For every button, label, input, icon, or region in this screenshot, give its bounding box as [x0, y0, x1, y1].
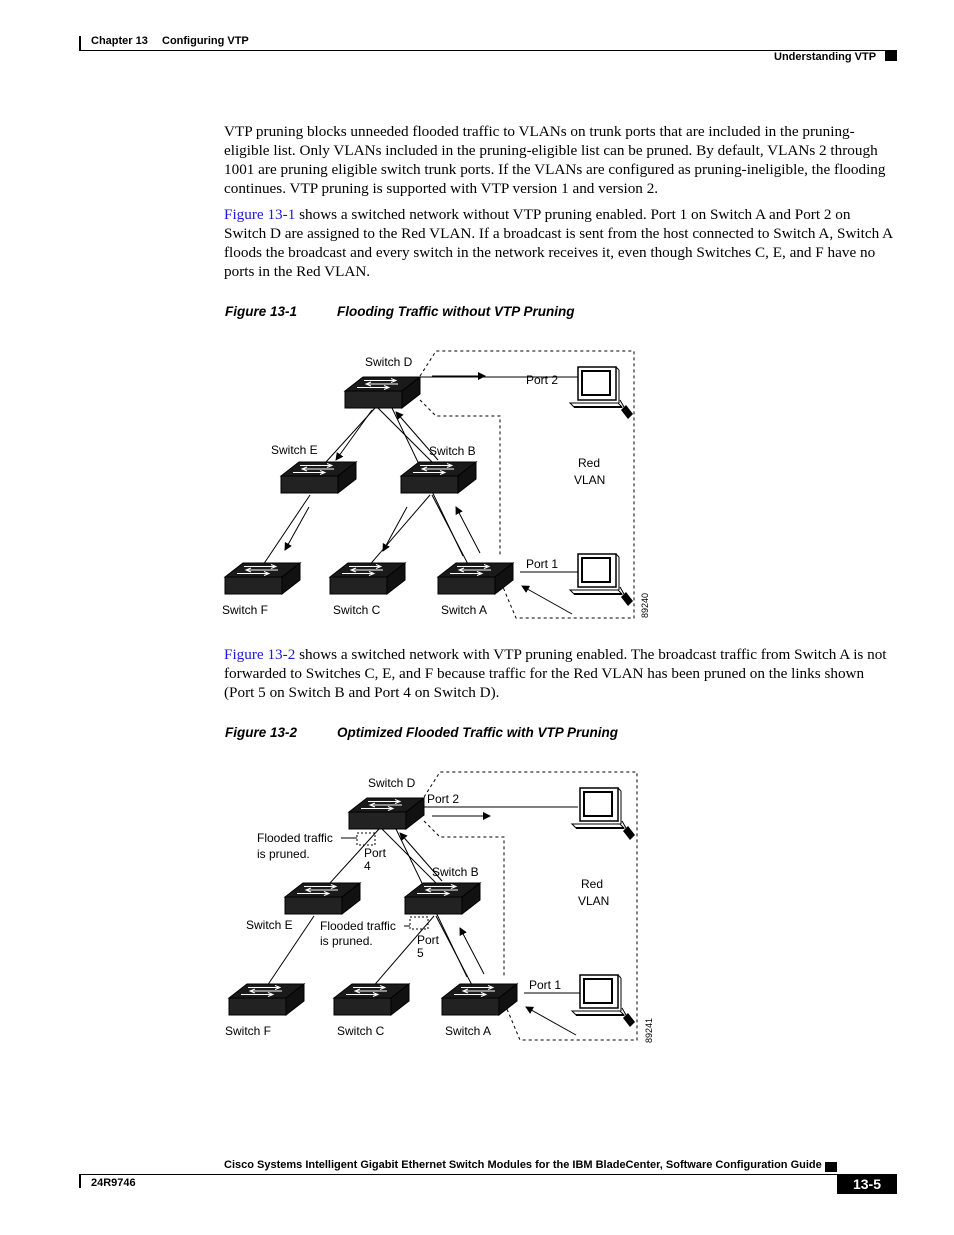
page-number: 13-5 [852, 1176, 882, 1192]
footer-left-bar [79, 1174, 81, 1188]
paragraph-3: Figure 13-2 shows a switched network with VTP pruning enabled. The broadcast traffic from Switch A is not forwarded to Switches C, E, and F because traffic for the Red VLAN has been pruned on the links shown (Port 5 on Switch B and Port 4 on Switch D). [224, 646, 887, 701]
footer-right-block [825, 1162, 837, 1172]
label-red: Red [578, 456, 601, 470]
label-switch-f: Switch F [222, 603, 269, 617]
switch-c-icon [334, 984, 409, 1015]
label-port-4: Port [364, 846, 387, 860]
label-flooded-traffic-1: Flooded traffic [257, 831, 333, 845]
label-switch-f: Switch F [225, 1024, 272, 1038]
label-port-1: Port 1 [529, 978, 562, 992]
label-switch-d: Switch D [365, 355, 413, 369]
switch-f-icon [229, 984, 304, 1015]
figure-1-title: Flooding Traffic without VTP Pruning [337, 304, 575, 319]
figure-13-2-link[interactable]: Figure 13-2 [224, 646, 296, 663]
label-vlan: VLAN [574, 473, 606, 487]
label-switch-b: Switch B [432, 865, 479, 879]
figure-id: 89240 [640, 592, 650, 618]
switch-e-icon [285, 883, 360, 914]
label-port-2: Port 2 [427, 792, 460, 806]
label-red: Red [581, 877, 604, 891]
label-port-5: Port [417, 933, 440, 947]
header-chapter: Chapter 13 [91, 35, 148, 47]
label-port-4-number: 4 [364, 859, 371, 873]
switch-d-icon [349, 798, 424, 829]
host-computer-icon [572, 975, 635, 1027]
label-port-2: Port 2 [526, 373, 559, 387]
footer-rule [79, 1174, 897, 1175]
label-switch-c: Switch C [333, 603, 381, 617]
figure-1-number: Figure 13-1 [225, 304, 298, 319]
label-switch-a: Switch A [441, 603, 488, 617]
label-is-pruned-2: is pruned. [320, 934, 373, 948]
figure-2-title: Optimized Flooded Traffic with VTP Pruning [337, 725, 619, 740]
label-port-5-number: 5 [417, 946, 424, 960]
label-vlan: VLAN [578, 894, 610, 908]
label-is-pruned-1: is pruned. [257, 847, 310, 861]
paragraph-1: VTP pruning blocks unneeded flooded traffic to VLANs on trunk ports that are included in the pruning-eligible list. Only VLANs included in the pruning-eligible list can be pruned. By default, VLANs 2 through 1001 are pruning eligible switch trunk ports. If the VLANs are configured as pruning-ineligible, the flooding continues. VTP pruning is supported with VTP version 1 and version 2. [224, 123, 886, 197]
header-chapter-title: Configuring VTP [162, 35, 249, 47]
label-flooded-traffic-2: Flooded traffic [320, 919, 396, 933]
label-switch-c: Switch C [337, 1024, 385, 1038]
host-computer-icon [572, 788, 635, 840]
label-switch-d: Switch D [368, 776, 416, 790]
label-switch-b: Switch B [429, 444, 476, 458]
label-port-1: Port 1 [526, 557, 559, 571]
header-section: Understanding VTP [774, 51, 877, 63]
footer-doc-number: 24R9746 [91, 1177, 136, 1189]
figure-2-number: Figure 13-2 [225, 725, 298, 740]
switch-a-icon [442, 984, 517, 1015]
label-switch-e: Switch E [246, 918, 293, 932]
figure-13-1-link[interactable]: Figure 13-1 [224, 206, 296, 223]
paragraph-2: Figure 13-1 shows a switched network without VTP pruning enabled. Port 1 on Switch A and Port 2 on Switch D are assigned to the Red VLAN. If a broadcast is sent from the host connected to Switch A, Switch A floods the broadcast and every switch in the network receives it, even though Switches C, E, and F have no ports in the Red VLAN. [224, 206, 893, 280]
figure-id: 89241 [644, 1017, 654, 1043]
switch-b-icon [405, 883, 480, 914]
label-switch-a: Switch A [445, 1024, 492, 1038]
footer-guide-title: Cisco Systems Intelligent Gigabit Ethernet Switch Modules for the IBM BladeCenter, Software Configuration Guide [224, 1159, 822, 1171]
label-switch-e: Switch E [271, 443, 318, 457]
